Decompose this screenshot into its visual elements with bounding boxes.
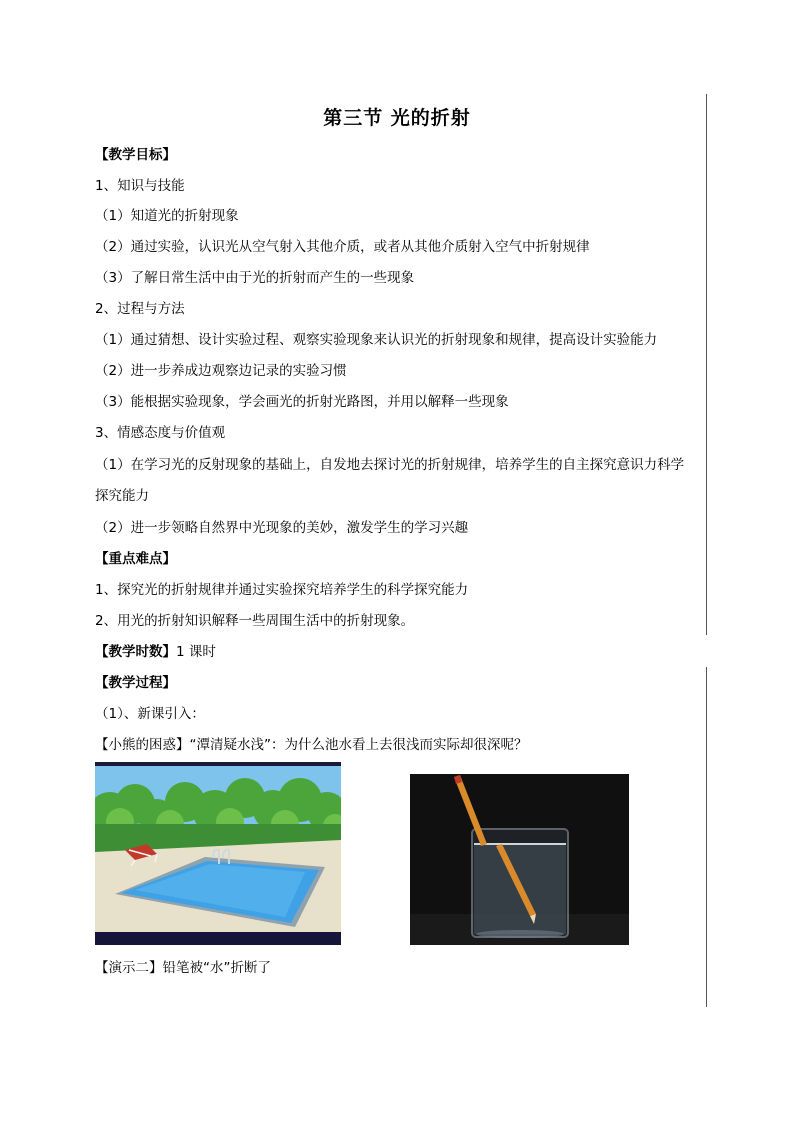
heading-key-points: 【重点难点】 xyxy=(95,551,176,567)
goal-item: （1）在学习光的反射现象的基础上，自发地去探讨光的折射规律，培养学生的自主探究意识力科学 xyxy=(95,457,685,473)
pencil-in-water-photo xyxy=(410,774,629,945)
bear-puzzle-question: 【小熊的困惑】“潭清疑水浅”：为什么池水看上去很浅而实际却很深呢？ xyxy=(95,737,528,753)
goal-item: （2）进一步领略自然界中光现象的美妙，激发学生的学习兴趣 xyxy=(95,520,469,536)
key-point-item: 1、探究光的折射规律并通过实验探究培养学生的科学探究能力 xyxy=(95,582,469,598)
process-step-intro: （1）、新课引入： xyxy=(95,706,205,722)
goal-item: （3）了解日常生活中由于光的折射而产生的一些现象 xyxy=(95,270,415,286)
margin-rule-bottom xyxy=(706,667,707,1007)
goal-item: （1）知道光的折射现象 xyxy=(95,208,239,224)
heading-teaching-hours: 【教学时数】 xyxy=(95,644,176,660)
demo-two-caption: 【演示二】铅笔被“水”折断了 xyxy=(95,960,271,976)
page-title: 第三节 光的折射 xyxy=(323,107,471,129)
teaching-hours-value: 1 课时 xyxy=(176,644,216,660)
key-point-item: 2、用光的折射知识解释一些周围生活中的折射现象。 xyxy=(95,613,415,629)
margin-rule-top xyxy=(706,94,707,635)
goal-item: （1）通过猜想、设计实验过程、观察实验现象来认识光的折射现象和规律，提高设计实验能力 xyxy=(95,332,658,348)
goal-item: （2）通过实验，认识光从空气射入其他介质，或者从其他介质射入空气中折射规律 xyxy=(95,239,590,255)
teaching-hours-line xyxy=(95,642,216,662)
goal-item-continued: 探究能力 xyxy=(95,488,149,504)
section-knowledge-skills: 1、知识与技能 xyxy=(95,178,185,194)
section-attitude-values: 3、情感态度与价值观 xyxy=(95,425,226,441)
swimming-pool-illustration xyxy=(95,762,341,945)
heading-teaching-process: 【教学过程】 xyxy=(95,675,176,691)
section-process-method: 2、过程与方法 xyxy=(95,301,185,317)
goal-item: （3）能根据实验现象，学会画光的折射光路图，并用以解释一些现象 xyxy=(95,394,509,410)
goal-item: （2）进一步养成边观察边记录的实验习惯 xyxy=(95,363,347,379)
heading-teaching-goals: 【教学目标】 xyxy=(95,147,176,163)
